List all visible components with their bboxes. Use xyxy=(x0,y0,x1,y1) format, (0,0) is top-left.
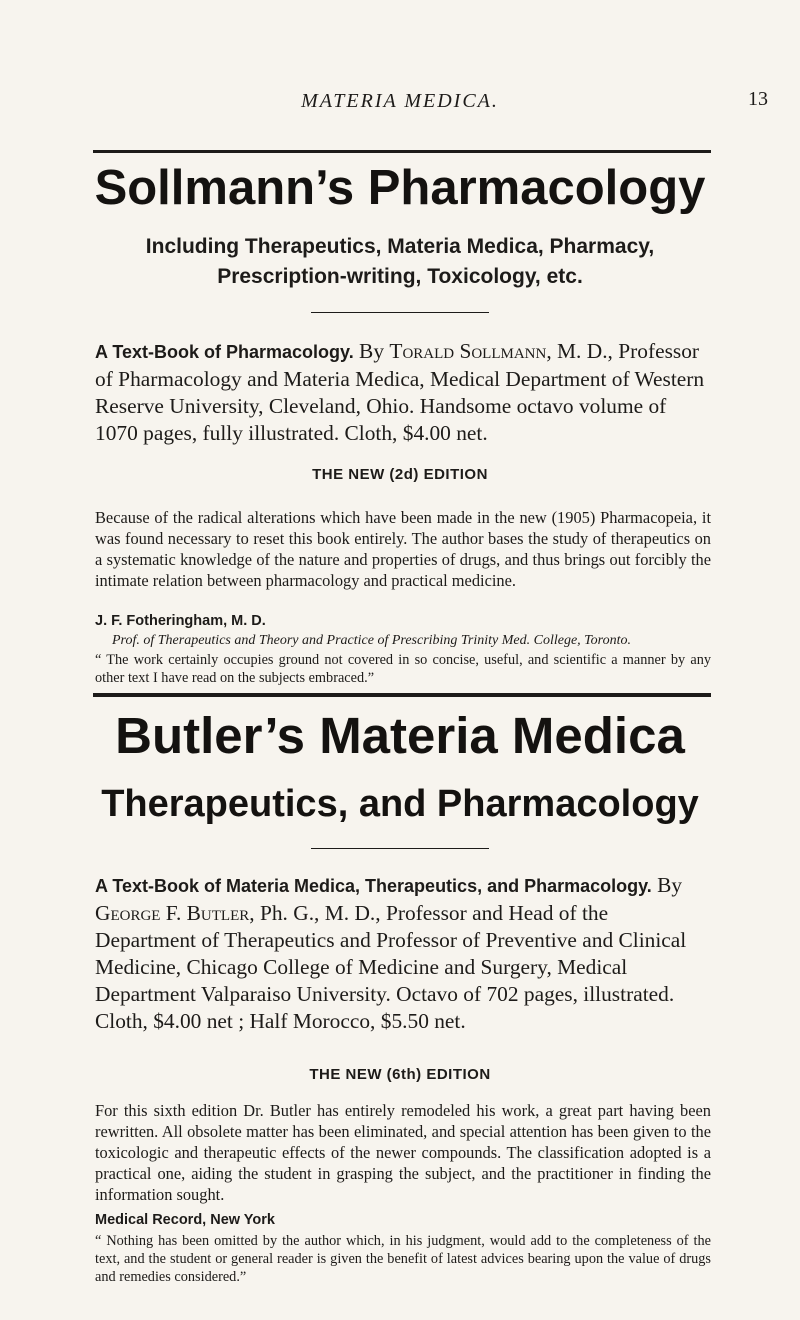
top-rule xyxy=(93,150,711,153)
sollmann-author: Torald Sollmann xyxy=(389,339,547,363)
sollmann-description-by: By xyxy=(353,339,390,363)
butler-subtitle: Therapeutics, and Pharmacology xyxy=(101,783,699,825)
butler-description-lead: A Text-Book of Materia Medica, Therapeutics, and Pharmacology. xyxy=(95,876,652,896)
sollmann-title: Sollmann’s Pharmacology xyxy=(94,161,706,215)
butler-review-source: Medical Record, New York xyxy=(95,1212,275,1228)
running-head: MATERIA MEDICA. xyxy=(301,90,499,112)
sollmann-divider xyxy=(311,312,489,313)
butler-description-by: By xyxy=(651,873,683,897)
sollmann-subtitle-line1: Including Therapeutics, Materia Medica, Pharmacy, xyxy=(145,235,655,258)
sollmann-body: Because of the radical alterations which have been made in the new (1905) Pharmacopeia, it was found necessary to reset this book entirely. The author bases the study of therapeutics on a systematic knowledge of the nature and properties of drugs, and thus brings out forcibly the intimate relation between pharmacology and practical medicine. xyxy=(95,508,711,590)
page-number: 13 xyxy=(748,88,768,110)
sollmann-subtitle-line2: Prescription-writing, Toxicology, etc. xyxy=(217,265,583,288)
butler-body: For this sixth edition Dr. Butler has entirely remodeled his work, a great part having been rewritten. All obsolete matter has been eliminated, and special attention has been given to the toxicologic and therapeutic effects of the newer compounds. The classification adopted is a practical one, aiding the student in grasping the subject, and the practitioner in finding the information sought. xyxy=(95,1101,711,1204)
sollmann-review-quote: “ The work certainly occupies ground not covered in so concise, useful, and scientific a manner by any other text I have read on the subjects embraced.” xyxy=(95,652,711,686)
sollmann-edition: THE NEW (2d) EDITION xyxy=(312,466,488,483)
sollmann-review-affiliation: Prof. of Therapeutics and Theory and Practice of Prescribing Trinity Med. College, Toronto. xyxy=(112,633,632,648)
butler-author: George F. Butler xyxy=(95,901,250,925)
section-divider xyxy=(93,693,711,697)
sollmann-description-lead: A Text-Book of Pharmacology. xyxy=(95,342,354,362)
butler-review-quote: “ Nothing has been omitted by the author which, in his judgment, would add to the completeness of the text, and the student or general reader is given the benefit of latest advices bearing upon the value of drugs and remedies considered.” xyxy=(95,1233,711,1285)
butler-title: Butler’s Materia Medica xyxy=(115,707,685,764)
butler-description-rest: , Ph. G., M. D., Professor and Head of the Department of Therapeutics and Professor of Preventive and Clinical Medicine, Chicago College of Medicine and Surgery, Medical Department Valparaiso University. Octavo of 702 pages, illustrated. Cloth, $4.00 net ; Half Morocco, $5.50 net. xyxy=(95,901,687,1033)
sollmann-description xyxy=(95,338,711,447)
butler-description xyxy=(95,872,711,1035)
sollmann-review-source: J. F. Fotheringham, M. D. xyxy=(95,613,266,629)
butler-edition: THE NEW (6th) EDITION xyxy=(309,1066,491,1083)
sollmann-description-rest: , M. D., Professor of Pharmacology and Materia Medica, Medical Department of Western Reserve University, Cleveland, Ohio. Handsome octavo volume of 1070 pages, fully illustrated. Cloth, $4.00 net. xyxy=(95,339,705,445)
butler-divider xyxy=(311,848,489,849)
